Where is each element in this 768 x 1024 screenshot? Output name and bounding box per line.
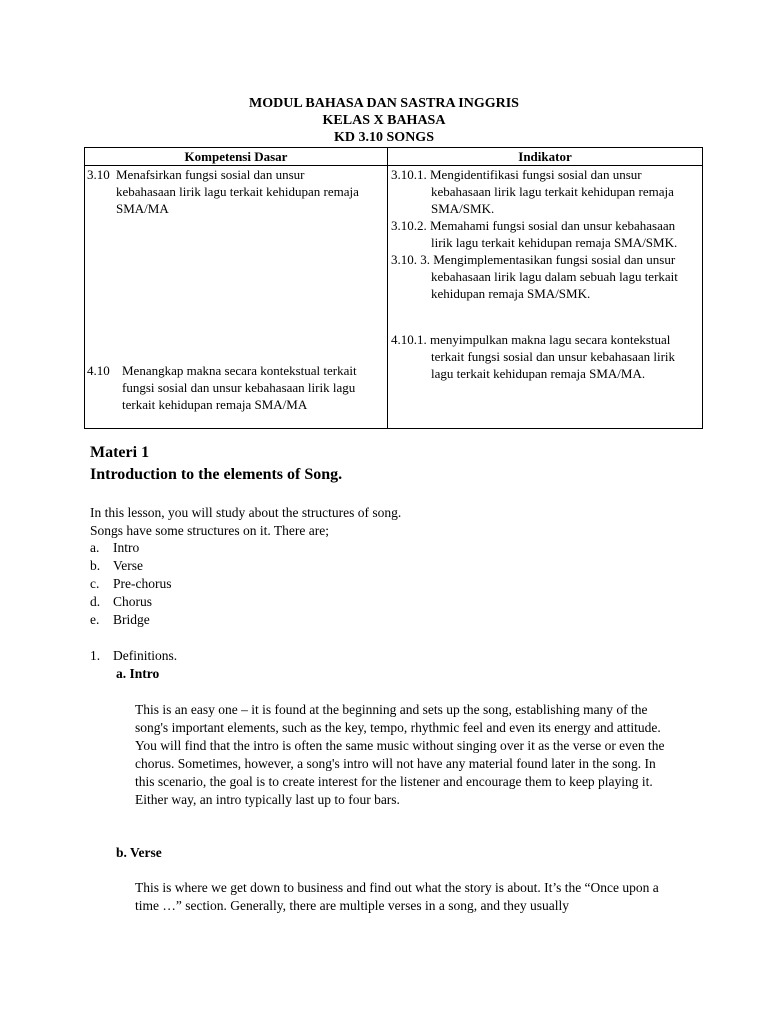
materi-subtitle: Introduction to the elements of Song. [90,466,343,483]
class-title: KELAS X BAHASA [322,113,446,128]
kd1-line3: SMA/MA [116,201,169,216]
list-text: Verse [113,558,143,573]
verse-paragraph: This is where we get down to business and find out what the story is about. It’s the “Once upon a time …” section. Generally, there are multiple verses in a song, and they usually [135,880,659,913]
list-text: Bridge [113,612,150,627]
ind1-line3: SMA/SMK. [431,201,495,216]
kd1-line1: Menafsirkan fungsi sosial dan unsur [116,167,305,182]
list-label: e. [90,612,100,627]
definitions-label: Definitions. [113,648,178,663]
ind2-line1: 3.10.2. Memahami fungsi sosial dan unsur kebahasaan [391,218,676,233]
kd2-line3: terkait kehidupan remaja SMA/MA [122,397,308,412]
ind1-line1: 3.10.1. Mengidentifikasi fungsi sosial dan unsur [391,167,642,182]
col-header-kompetensi: Kompetensi Dasar [85,148,388,166]
module-title: MODUL BAHASA DAN SASTRA INGGRIS [249,96,519,111]
list-label: c. [90,576,100,591]
ind3-line3: kehidupan remaja SMA/SMK. [431,286,591,301]
indikator-cell [388,166,703,429]
ind4-line2: terkait fungsi sosial dan unsur kebahasaan lirik [431,349,676,364]
intro-sentence-2: Songs have some structures on it. There are; [90,523,329,538]
ind4-line1: 4.10.1. menyimpulkan makna lagu secara kontekstual [391,332,671,347]
ind3-line2: kebahasaan lirik lagu dalam sebuah lagu terkait [431,269,678,284]
intro-heading: a. Intro [116,666,160,681]
kd2-line1: Menangkap makna secara kontekstual terkait [122,363,357,378]
verse-heading: b. Verse [116,845,162,860]
ind3-line1: 3.10. 3. Mengimplementasikan fungsi sosial dan unsur [391,252,676,267]
list-item [90,540,139,556]
kd2-number: 4.10 [87,363,110,378]
list-item [90,612,150,628]
definitions-number: 1. [90,648,101,663]
materi-title: Materi 1 [90,444,150,461]
ind1-line2: kebahasaan lirik lagu terkait kehidupan remaja [431,184,674,199]
kompetensi-cell [85,166,388,429]
col-header-indikator: Indikator [388,148,703,166]
list-text: Chorus [113,594,153,609]
ind2-line2: lirik lagu terkait kehidupan remaja SMA/SMK. [431,235,678,250]
list-label: b. [90,558,101,573]
definitions-item [90,648,177,664]
kd2-line2: fungsi sosial dan unsur kebahasaan lirik lagu [122,380,356,395]
kd1-line2: kebahasaan lirik lagu terkait kehidupan remaja [116,184,359,199]
intro-sentence-1: In this lesson, you will study about the structures of song. [90,505,402,520]
list-text: Intro [113,540,140,555]
list-item [90,576,171,592]
list-item [90,558,143,574]
competency-table [84,147,703,429]
ind4-line3: lagu terkait kehidupan remaja SMA/MA. [431,366,646,381]
kd-title: KD 3.10 SONGS [334,130,434,145]
intro-paragraph: This is an easy one – it is found at the beginning and sets up the song, establishing many of the song's important elements, such as the key, tempo, rhythmic feel and even its energy and attitude. You will find that the intro is often the same music without singing over it as the verse or even the chorus. Sometimes, however, a song's intro will not have any material found later in the song. In this scenario, the goal is to create interest for the listener and encourage them to keep playing it. Either way, an intro typically last up to four bars. [135,702,665,807]
list-label: d. [90,594,101,609]
list-item [90,594,152,610]
kd1-number: 3.10 [87,167,110,182]
list-label: a. [90,540,100,555]
list-text: Pre-chorus [113,576,172,591]
